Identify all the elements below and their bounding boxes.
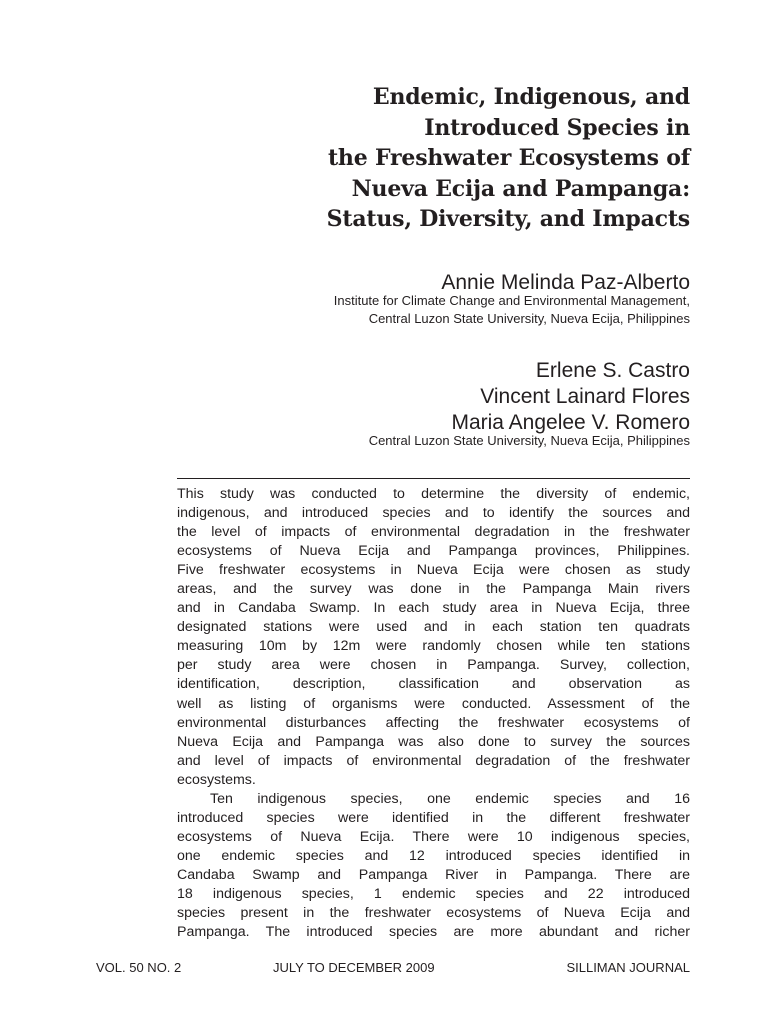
text-line: 18 indigenous species, 1 endemic species and 22 introduced: [177, 885, 690, 902]
text-line: ecosystems of Nueva Ecija and Pampanga provinces, Philippines.: [177, 543, 690, 560]
coauthor-affiliation: Central Luzon State University, Nueva Ecija, Philippines: [368, 433, 690, 448]
abstract-body: [177, 485, 690, 942]
text-line: Candaba Swamp and Pampanga River in Pampanga. There are: [177, 866, 690, 883]
text-line: ecosystems of Nueva Ecija. There were 10 indigenous species,: [177, 828, 690, 845]
text-line: introduced species were identified in the different freshwater: [177, 809, 690, 826]
text-line: areas, and the survey was done in the Pampanga Main rivers: [177, 581, 690, 598]
text-line: and in Candaba Swamp. In each study area in Nueva Ecija, three: [177, 600, 690, 617]
text-line: This study was conducted to determine the diversity of endemic,: [177, 486, 690, 502]
text-line: Pampanga. The introduced species are more abundant and richer: [177, 924, 690, 941]
text-line: environmental disturbances affecting the freshwater ecosystems of: [177, 714, 690, 731]
text-line: and level of impacts of environmental degradation of the freshwater: [177, 752, 690, 769]
author-affiliation: Institute for Climate Change and Environmental Management,: [333, 293, 690, 308]
coauthor-name: Erlene S. Castro: [535, 359, 690, 382]
title-line: Endemic, Indigenous, and: [372, 84, 690, 110]
text-line: Ten indigenous species, one endemic species and 16: [210, 790, 690, 807]
text-line: per study area were chosen in Pampanga. Survey, collection,: [177, 657, 690, 674]
text-line: Nueva Ecija and Pampanga was also done to survey the sources: [177, 733, 690, 750]
author-name: Annie Melinda Paz-Alberto: [441, 271, 690, 294]
text-line: measuring 10m by 12m were randomly chosen while ten stations: [177, 638, 690, 655]
coauthor-name: Vincent Lainard Flores: [480, 385, 690, 408]
text-line: the level of impacts of environmental degradation in the freshwater: [177, 524, 690, 541]
text-line: species present in the freshwater ecosystems of Nueva Ecija and: [177, 905, 690, 922]
footer-volume: VOL. 50 NO. 2: [96, 960, 182, 975]
author-affiliation: Central Luzon State University, Nueva Ecija, Philippines: [368, 311, 690, 326]
text-line: one endemic species and 12 introduced species identified in: [177, 847, 690, 864]
text-line: identification, description, classification and observation as: [177, 676, 690, 693]
title-line: Introduced Species in: [424, 114, 690, 141]
text-line: designated stations were used and in each station ten quadrats: [177, 619, 690, 636]
text-line: indigenous, and introduced species and to identify the sources and: [177, 505, 690, 522]
footer-date: JULY TO DECEMBER 2009: [273, 960, 435, 975]
title-line: Status, Diversity, and Impacts: [326, 206, 690, 232]
coauthor-name: Maria Angelee V. Romero: [451, 411, 690, 434]
title-line: Nueva Ecija and Pampanga:: [351, 175, 690, 202]
article-title: [230, 82, 690, 235]
footer-journal: SILLIMAN JOURNAL: [566, 960, 690, 975]
divider-rule: [177, 478, 690, 479]
text-line: Five freshwater ecosystems in Nueva Ecija were chosen as study: [177, 562, 690, 579]
title-line: the Freshwater Ecosystems of: [327, 145, 690, 171]
text-line: ecosystems.: [177, 771, 256, 788]
text-line: well as listing of organisms were conducted. Assessment of the: [177, 695, 690, 712]
